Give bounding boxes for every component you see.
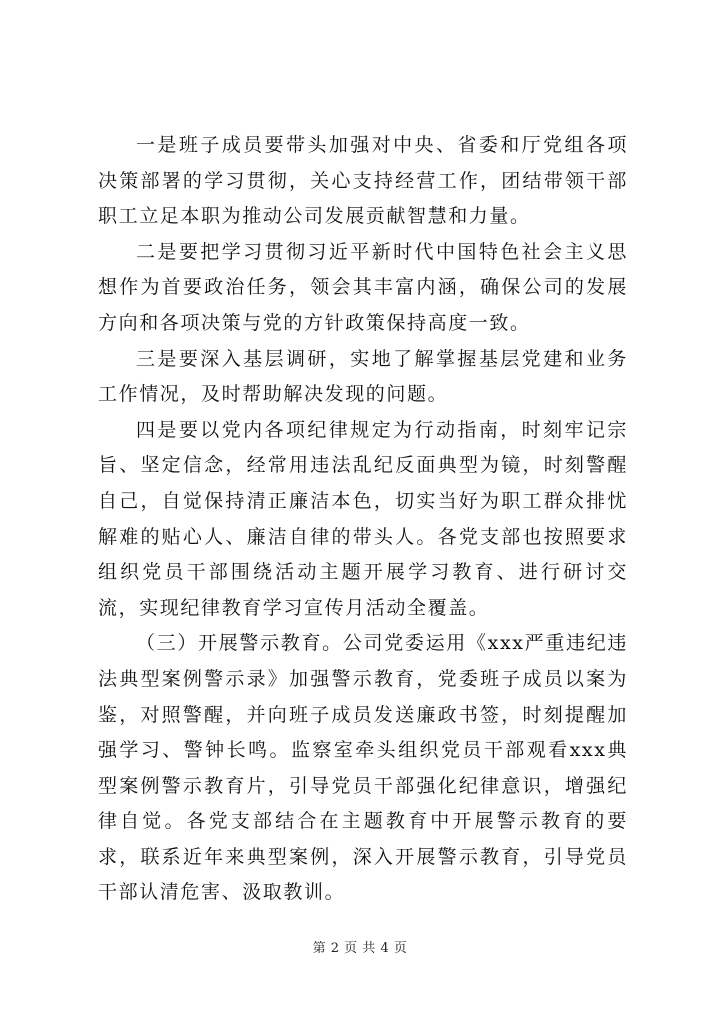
paragraph-2: 二是要把学习贯彻习近平新时代中国特色社会主义思想作为首要政治任务，领会其丰富内涵，确保公司的发展方向和各项决策与党的方针政策保持高度一致。 [98, 240, 628, 334]
paragraph-3: 三是要深入基层调研，实地了解掌握基层党建和业务工作情况，及时帮助解决发现的问题。 [98, 347, 628, 406]
paragraph-5: （三）开展警示教育。公司党委运用《xxx严重违纪违法典型案例警示录》加强警示教育，党委班子成员以案为鉴，对照警醒，并向班子成员发送廉政书签，时刻提醒加强学习、警钟长鸣。监察室牵头组织党员干部观看xxx典型案例警示教育片，引导党员干部强化纪律意识，增强纪律自觉。各党支部结合在主题教育中开展警示教育的要求，联系近年来典型案例，深入开展警示教育，引导党员干部认清危害、汲取教训。 [98, 632, 628, 904]
paragraph-4: 四是要以党内各项纪律规定为行动指南，时刻牢记宗旨、坚定信念，经常用违法乱纪反面典型为镜，时刻警醒自己，自觉保持清正廉洁本色，切实当好为职工群众排忧解难的贴心人、廉洁自律的带头人。各党支部也按照要求组织党员干部围绕活动主题开展学习教育、进行研讨交流，实现纪律教育学习宣传月活动全覆盖。 [98, 418, 628, 619]
paragraph-1: 一是班子成员要带头加强对中央、省委和厅党组各项决策部署的学习贯彻，关心支持经营工作，团结带领干部职工立足本职为推动公司发展贡献智慧和力量。 [98, 134, 628, 228]
document-body [98, 128, 628, 911]
page-number-footer: 第 2 页 共 4 页 [312, 941, 408, 956]
